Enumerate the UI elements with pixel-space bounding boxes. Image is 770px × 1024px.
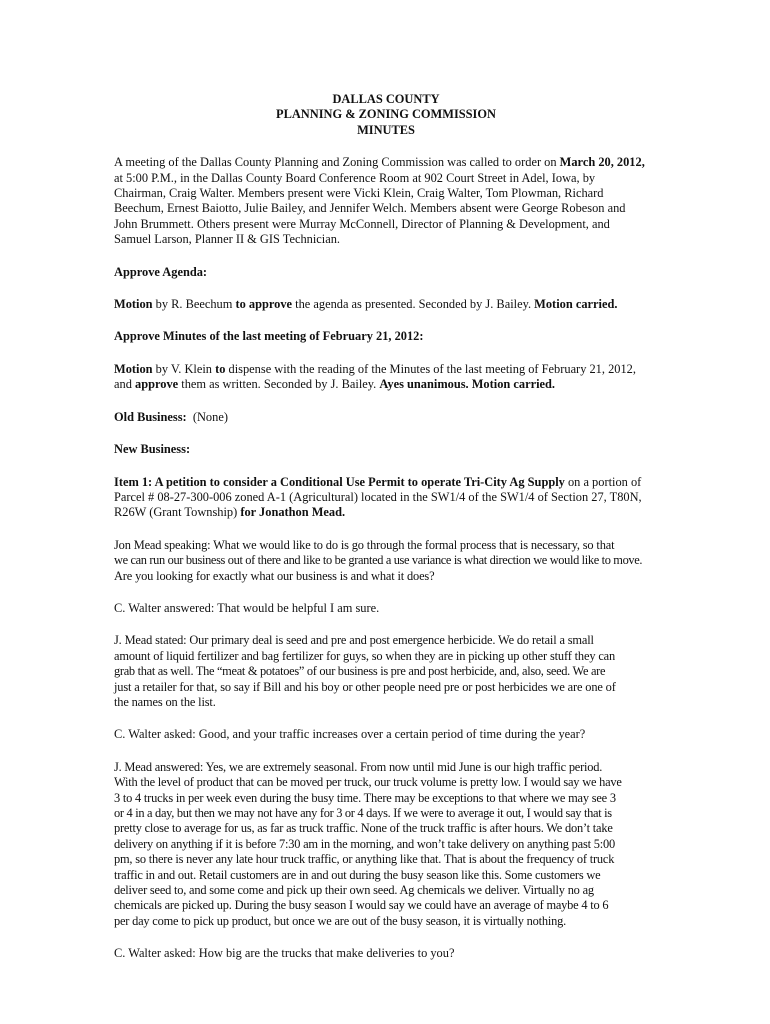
approve-agenda-heading: Approve Agenda: — [114, 264, 208, 279]
motion-carried: Motion carried. — [534, 297, 618, 312]
minutes-motion — [114, 362, 658, 393]
motion-label: Motion — [114, 297, 153, 312]
old-business — [114, 410, 658, 425]
agenda-motion — [114, 297, 658, 312]
motion-by: by V. Klein — [152, 361, 216, 376]
text-line: amount of liquid fertilizer and bag fertilizer for guys, so when they are in picking up other stuff they can — [114, 648, 616, 663]
intro-line-2: at 5:00 P.M., in the Dallas County Board Conference Room at 902 Court Street in Adel, Iowa, by — [114, 170, 596, 185]
intro-line-1 — [114, 155, 658, 170]
text-line: traffic in and out. Retail customers are in and out during the busy season like this. Some customers we — [114, 867, 601, 882]
intro-paragraph — [114, 155, 658, 247]
text-line: grab that as well. The “meat & potatoes” of our business is pre and post herbicide, and, also, seed. We are — [114, 664, 606, 679]
item-1-text: R26W (Grant Township) — [114, 505, 241, 520]
motion-label: Motion — [114, 361, 153, 376]
text-line: just a retailer for that, so say if Bill and his boy or other people need pre or post herbicides we are one of — [114, 679, 616, 694]
text-line: the names on the list. — [114, 694, 216, 709]
text-line: we can run our business out of there and like to be granted a use variance is what direction we would like to move. — [114, 553, 643, 568]
new-business-heading: New Business: — [114, 442, 191, 457]
text-line: pm, so there is never any late hour truck traffic, or anything like that. That is about the frequency of truck — [114, 852, 615, 867]
text-line: C. Walter answered: That would be helpful I am sure. — [114, 600, 380, 615]
commission-title: PLANNING & ZONING COMMISSION — [276, 107, 496, 122]
paragraph-walter-asked-trucks — [114, 946, 658, 961]
text-line: delivery on anything if it is before 7:30 am in the morning, and won’t take delivery on anything past 5:00 — [114, 836, 615, 851]
to-approve: to approve — [235, 297, 293, 312]
agenda-motion-line — [114, 297, 658, 312]
motion-to: to — [215, 361, 226, 376]
document-header — [114, 92, 658, 138]
text-line: 3 to 4 trucks in per week even during the busy time. There may be exceptions to that where we may see 3 — [114, 790, 616, 805]
item-1-text: on a portion of — [564, 474, 642, 489]
motion-text: the agenda as presented. Seconded by J. Bailey. — [292, 297, 535, 312]
old-business-value: (None) — [186, 409, 228, 424]
text-line: or 4 in a day, but then we may not have any for 3 or 4 days. If we were to average it out, I would say that is — [114, 806, 612, 820]
item-1-title: Item 1: A petition to consider a Conditional Use Permit to operate Tri-City Ag Supply — [114, 474, 565, 489]
minutes-motion-line-2 — [114, 377, 658, 392]
text-line: C. Walter asked: How big are the trucks that make deliveries to you? — [114, 946, 455, 961]
item-1-line-1 — [114, 475, 658, 490]
paragraph-mead-stated — [114, 633, 658, 710]
text-line: J. Mead answered: Yes, we are extremely seasonal. From now until mid June is our high traffic period. — [114, 759, 603, 774]
intro-line-6: Samuel Larson, Planner II & GIS Technician. — [114, 232, 341, 247]
item-1-line-3 — [114, 505, 658, 520]
text-line: per day come to pick up product, but once we are out of the busy season, it is virtually nothing. — [114, 913, 567, 928]
minutes-motion-line-1 — [114, 362, 658, 377]
paragraph-mead-speaking — [114, 538, 658, 584]
county-title: DALLAS COUNTY — [332, 92, 440, 106]
motion-by: by R. Beechum — [152, 297, 236, 312]
minutes-title: MINUTES — [357, 122, 415, 137]
motion-approve: approve — [135, 377, 179, 392]
intro-line-3: Chairman, Craig Walter. Members present were Vicki Klein, Craig Walter, Tom Plowman, Richard — [114, 186, 604, 201]
text-line: Jon Mead speaking: What we would like to do is go through the formal process that is necessary, so that — [114, 537, 615, 552]
motion-text: them as written. Seconded by J. Bailey. — [178, 377, 380, 392]
text-line: C. Walter asked: Good, and your traffic increases over a certain period of time during the year? — [114, 727, 586, 742]
text-line: J. Mead stated: Our primary deal is seed and pre and post emergence herbicide. We do retail a small — [114, 633, 594, 648]
text-line: With the level of product that can be moved per truck, our truck volume is pretty low. I would say we have — [114, 775, 622, 790]
motion-carried: Ayes unanimous. Motion carried. — [379, 377, 556, 392]
item-1 — [114, 475, 658, 521]
paragraph-walter-answered — [114, 601, 658, 616]
paragraph-walter-asked-traffic — [114, 727, 658, 742]
meeting-date: March 20, 2012, — [559, 155, 645, 170]
motion-and: and — [114, 377, 135, 392]
approve-minutes-heading: Approve Minutes of the last meeting of February 21, 2012: — [114, 329, 424, 344]
intro-line-5: John Brummett. Others present were Murray McConnell, Director of Planning & Development, and — [114, 216, 610, 231]
text-line: chemicals are picked up. During the busy season I would say we could have an average of maybe 4 to 6 — [114, 898, 609, 913]
old-business-label: Old Business: — [114, 409, 187, 424]
intro-line-4: Beechum, Ernest Baiotto, Julie Bailey, and Jennifer Welch. Members absent were George Robeson and — [114, 201, 626, 216]
text-line: deliver seed to, and some come and pick up their own seed. Ag chemicals we deliver. Virtually no ag — [114, 883, 594, 898]
intro-text: A meeting of the Dallas County Planning and Zoning Commission was called to order on — [114, 155, 560, 170]
item-1-line-2: Parcel # 08-27-300-006 zoned A-1 (Agricultural) located in the SW1/4 of the SW1/4 of Section 27, T80N, — [114, 489, 642, 504]
paragraph-mead-answered — [114, 760, 658, 929]
text-line: Are you looking for exactly what our business is and what it does? — [114, 568, 435, 583]
motion-text: dispense with the reading of the Minutes of the last meeting of February 21, 2012, — [225, 361, 636, 376]
item-1-applicant: for Jonathon Mead. — [240, 505, 346, 520]
text-line: pretty close to average for us, as far as truck traffic. None of the truck traffic is after hours. We don’t take — [114, 821, 613, 836]
